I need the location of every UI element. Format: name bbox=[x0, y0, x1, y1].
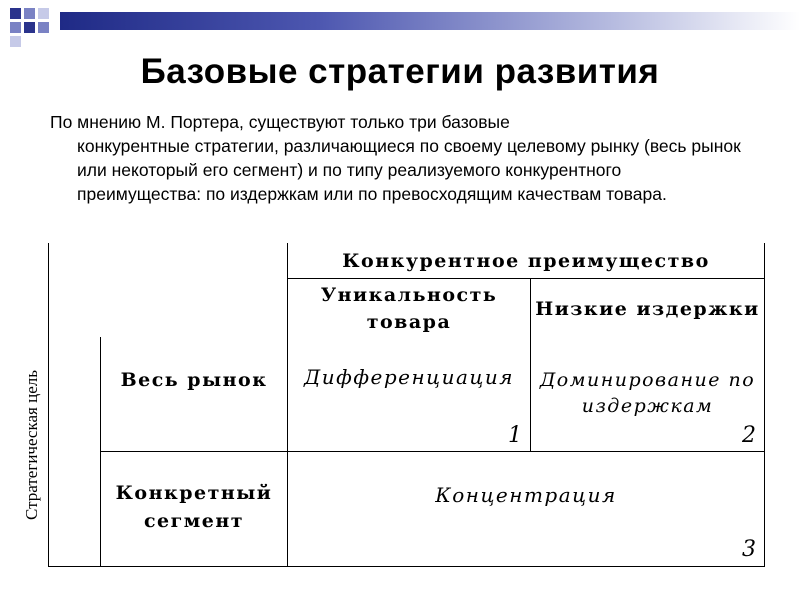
intro-paragraph bbox=[50, 110, 750, 206]
strategy-number-2: 2 bbox=[742, 423, 756, 448]
decor-square bbox=[38, 8, 49, 19]
cell-differentiation: Дифференциация bbox=[304, 365, 514, 389]
decor-square bbox=[38, 22, 49, 33]
axis-label-strategic-goal bbox=[12, 330, 52, 560]
decor-square bbox=[24, 8, 35, 19]
intro-continuation: конкурентные стратегии, различающиеся по своему целевому рынку (весь рынок или некоторый его сегмент) и по типу реализуемого конкурентного преимущества: по издержкам или по превосходящим качествам товара. bbox=[77, 136, 741, 204]
header-gradient-bar bbox=[60, 12, 800, 30]
decor-square bbox=[24, 22, 35, 33]
slide-title: Базовые стратегии развития bbox=[140, 52, 660, 91]
cell-focus: Концентрация bbox=[435, 483, 617, 507]
strategy-matrix bbox=[48, 243, 765, 567]
axis-label-text: Стратегическая цель bbox=[22, 370, 41, 520]
strategy-number-3: 3 bbox=[742, 537, 756, 562]
decor-square bbox=[10, 8, 21, 19]
header-competitive-advantage: Конкурентное преимущество bbox=[342, 249, 710, 272]
header-low-costs: Низкие издержки bbox=[535, 297, 760, 320]
row-whole-market: Весь рынок bbox=[120, 369, 268, 391]
header-decoration bbox=[0, 0, 800, 42]
row-specific-segment: Конкретный сегмент bbox=[115, 482, 273, 532]
header-unique-product: Уникальность товара bbox=[320, 284, 498, 333]
grid-line bbox=[764, 243, 765, 567]
grid-line bbox=[48, 566, 765, 567]
decor-square bbox=[10, 22, 21, 33]
decor-square bbox=[10, 36, 21, 47]
cell-cost-leadership: Доминирование по издержкам bbox=[539, 369, 756, 417]
intro-first-line: По мнению М. Портера, существуют только три базовые bbox=[50, 112, 510, 132]
grid-line bbox=[100, 451, 765, 452]
strategy-number-1: 1 bbox=[508, 423, 522, 448]
